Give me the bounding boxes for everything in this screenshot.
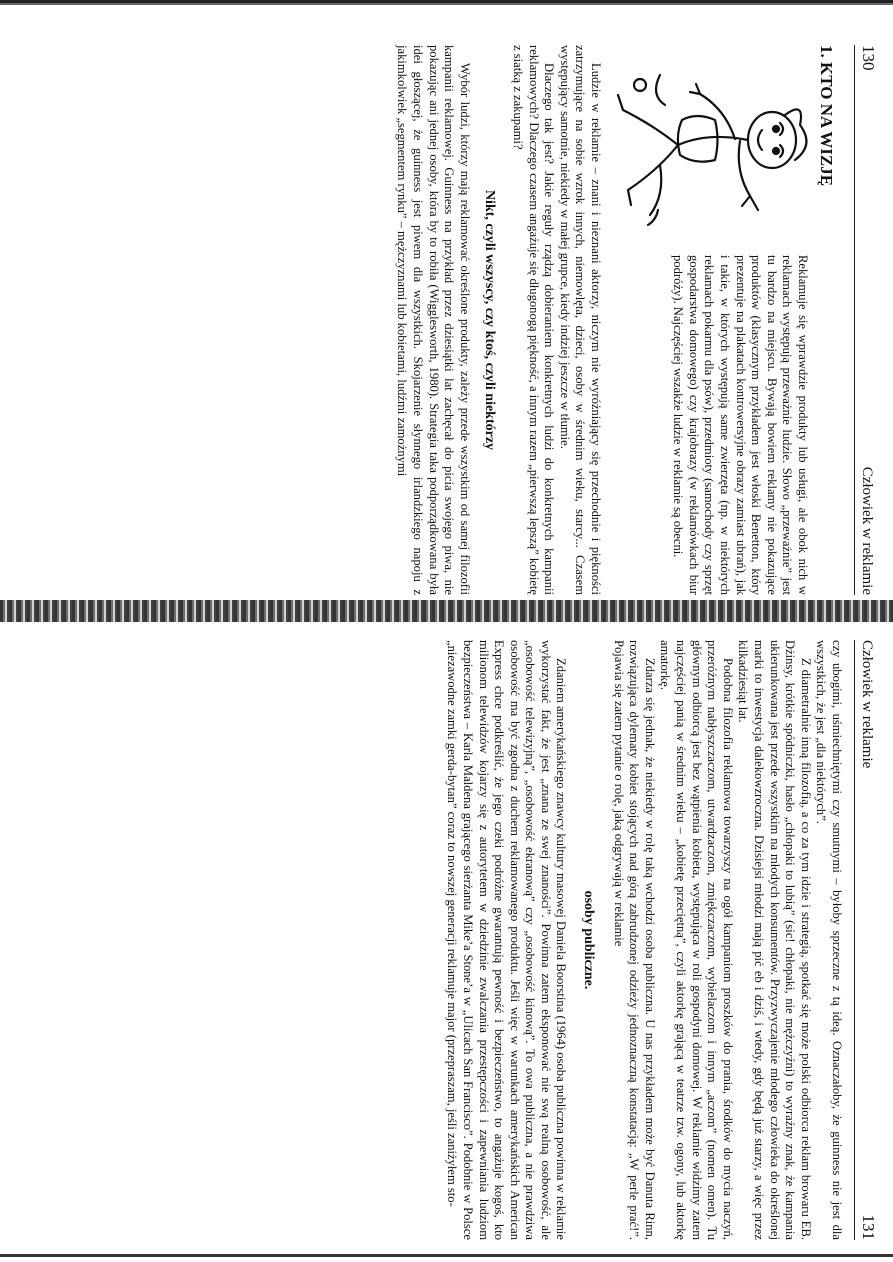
page-number: 130 — [859, 45, 878, 71]
paragraph: Wybór ludzi, którzy mają reklamować określone produkty, zależy przede wszystkim od samej filozofii kampanii reklamowej. Guinness na przykład przez dziesiątki lat zachęcał do picia swojego piwa, nie pokazując ani jednej osoby, która by to robiła (Wigglesworth, 1980). Strategia taka podporządkowana była idei głoszącej, że guinness jest piwem dla wszystkich. Skojarzenie słynnego irlandzkiego napoju z jakimkolwiek „segmentem rynku” – mężczyznami lub kobietami, ludźmi zamożnymi — [395, 45, 472, 595]
paragraph: Z diametralnie inną filozofią, a co za tym idzie i strategią, spotkać się może polski odbiorca reklam browaru EB. Dżinsy, krótkie spódniczki, hasło „chłopaki to lubią” (sic! chłopaki, nie mężczyźni) to wyraźny znak, że kampania ukierunkowana jest przede wszystkim na młodych konsumentów. Przyzwyczajenie młodego człowieka do określonej marki to inwestycja dalekowzroczna. Dzisiejsi młodzi mają pić eb i dziś, i wtedy, gdy będą już starzy, a więc przez kilkadziesiąt lat. — [736, 640, 813, 1240]
right-page — [20, 640, 878, 1240]
paragraph: Zdaniem amerykańskiego znawcy kultury masowej Daniela Boorstina (1964) osoba publiczna powinna w reklamie wykorzystać fakt, że jest „znana ze swej znaności”. Powinna zatem eksponować nie swą realną osobowość, ale „osobowość telewizyjną”, „osobowość ekranową” czy „osobowość kinową”. To owa publiczna, a nie prawdziwa osobowość ma być zgodna z duchem reklamowanego produktu. Jeśli więc w warunkach amerykańskich American Express chce podkreślić, że jego czeki podróżne gwarantują pewność i bezpieczeństwo, to angażuje kogoś, kto milionom telewidzów kojarzy się z autorytetem w dziedzinie zwalczania przestępczości i zapewniania ludziom bezpieczeństwa – Karla Maldena grającego sierżanta Mike’a Stone’a w „Ulicach San Francisco”. Podobnie w Polsce „niezawodne zamki gerda-bytan” coraz to nowszej generacji reklamuje major (przepraszam, jeśli zaniżyłem sto- — [445, 640, 569, 1240]
paragraph: Ludzie w reklamie – znani i nieznani aktorzy, niczym nie wyróżniający się przechodnie i piękności zatrzymujące na sobie wzrok innych, niemowlęta, dzieci, osoby w średnim wieku, starcy... Czasem występujący samotnie, niekiedy w małej grupce, kiedy indziej jeszcze w tłumie. — [557, 45, 603, 595]
running-head-title: Człowiek w reklamie — [859, 466, 875, 595]
intro-paragraph: Reklamuje się wprawdzie produkty lub usługi, ale obok nich w reklamach występują przeważnie ludzie. Słowo „przeważnie” jest tu bardzo na miejscu. Bywają bowiem reklamy nie pokazujące produktów (klasycznym przykładem jest włoski Benetton, który prezentuje na plakatach kontrowersyjne obrazy zamiast ubrań), jak i takie, w których występują same zwierzęta (np. w niektórych reklamach pokarmu dla psów), przedmioty (samochody czy sprzęt gospodarstwa domowego) czy krajobrazy (w reklamówkach biur podróży). Najczęściej wszakże ludzie w reklamie są obecni. — [671, 255, 810, 595]
paragraph: Zdarza się jednak, że niekiedy w rolę taką wchodzi osoba publiczna. U nas przykładem może być Danuta Rinn, rozwiązująca dylematy kobiet stojących nad górą zabrudzonej odzieży jednoznaczną konstatacją: „W perle prać!”. Pojawia się zatem pytanie o rolę, jaką odgrywają w reklamie — [611, 640, 657, 1240]
paragraph: czy ubogimi, uśmiechniętymi czy smutnymi – byłoby sprzeczne z tą ideą. Oznaczałoby, że guinness nie jest dla wszystkich, że jest „dla niektórych”. — [814, 640, 844, 1240]
intro-block — [605, 45, 810, 595]
section-heading: osoby publiczne. — [581, 890, 597, 990]
running-head-title: Człowiek w reklamie — [859, 640, 875, 769]
section-heading: Nikt, czyli wszyscy, czy ktoś, czyli niektórzy — [482, 189, 498, 451]
book-gutter — [0, 600, 893, 622]
paragraph: Dlaczego tak jest? Jakie reguły rządzą dobieraniem konkretnych ludzi do konkretnych kampanii reklamowych? Dlaczego czasem angażuje się długonogą piękność, a innym razem „pierwszą lepszą” kobietę z siatką z zakupami? — [511, 45, 557, 595]
scan-edge-bottom — [0, 1246, 893, 1262]
scan-edge-top — [0, 0, 893, 14]
left-page — [20, 45, 878, 595]
running-header — [854, 640, 878, 1240]
page-number: 131 — [859, 1214, 878, 1240]
page-body — [444, 640, 844, 1240]
running-header — [854, 45, 878, 595]
page-body — [394, 45, 810, 595]
paragraph: Podobna filozofia reklamowa towarzyszy na ogół kampaniom proszków do prania, środków do mycia naczyń, przeróżnym nabłyszczaczom, utwardzaczom, zmiękczaczom, wybielaczom i innym „aczom” (nomen omen). Tu głównym odbiorcą jest bez wątpienia kobieta, występująca w roli gospodyni domowej. W reklamie widzimy zatem najczęściej panią w średnim wieku – „kobietę przeciętną”, czyli aktorkę grającą w teatrze tzw. ogony, lub aktorkę amatorkę. — [658, 640, 735, 1240]
chapter-title: 1. KTO NA WIZJĘ — [817, 45, 836, 187]
cartoon-figure-icon — [605, 45, 810, 245]
